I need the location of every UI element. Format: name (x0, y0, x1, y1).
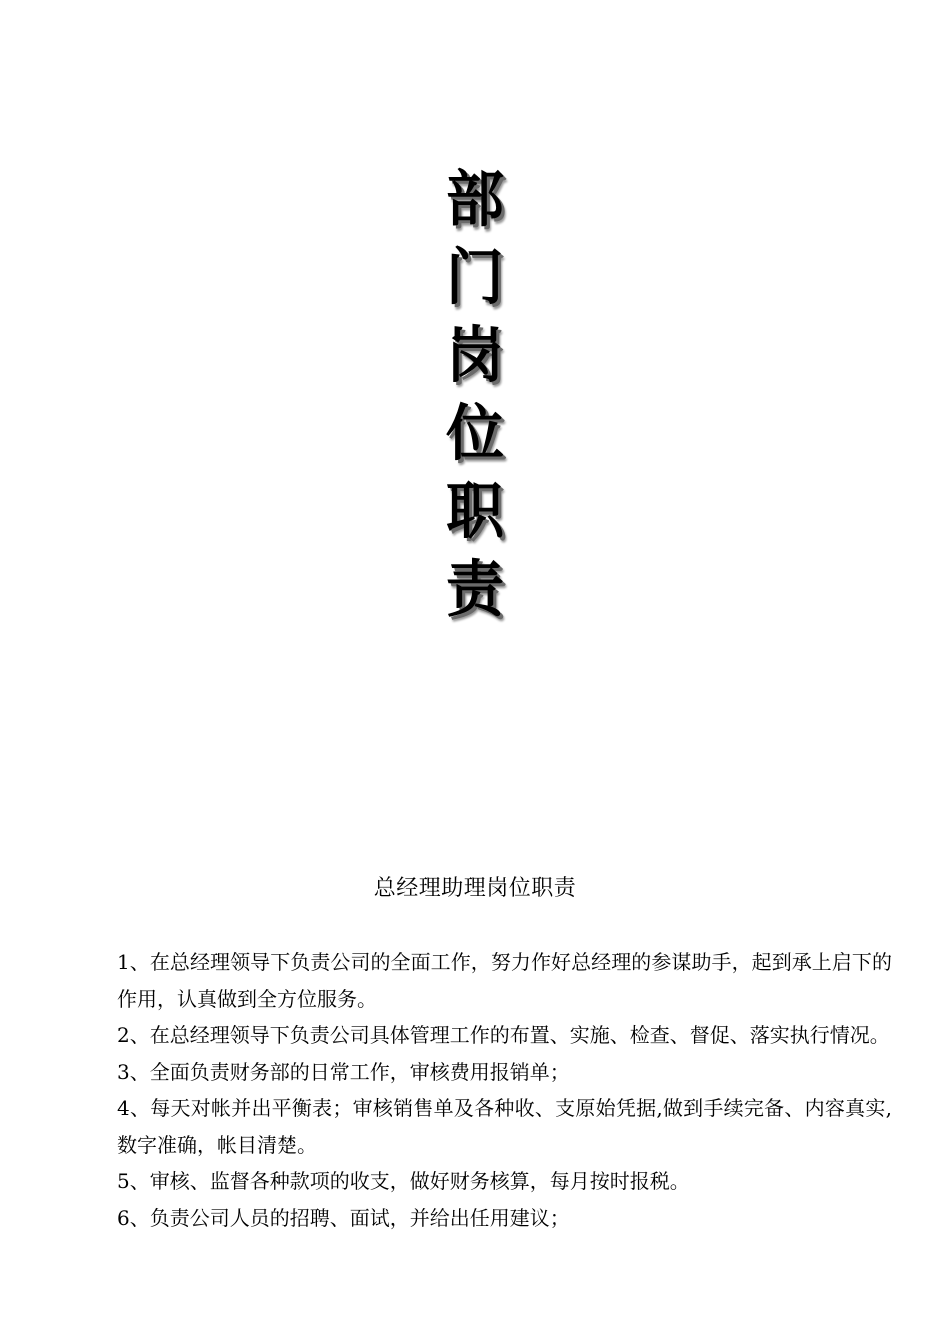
duty-item: 5、审核、监督各种款项的收支，做好财务核算，每月按时报税。 (117, 1169, 690, 1193)
duty-item: 1、在总经理领导下负责公司的全面工作，努力作好总经理的参谋助手，起到承上启下的作用，认真做到全方位服务。 (117, 950, 892, 1011)
duty-item: 6、负责公司人员的招聘、面试，并给出任用建议； (117, 1205, 570, 1230)
duty-list (117, 944, 892, 1236)
duty-item: 3、全面负责财务部的日常工作，审核费用报销单； (117, 1059, 570, 1084)
cover-title-char: 职 (445, 475, 504, 547)
duty-item: 4、每天对帐并出平衡表；审核销售单及各种收、支原始凭据,做到手续完备、内容真实,数字准确，帐目清楚。 (117, 1096, 892, 1157)
section-title: 总经理助理岗位职责 (373, 876, 577, 901)
cover-title (0, 160, 950, 628)
cover-title-char: 部 (445, 163, 504, 235)
duty-item: 2、在总经理领导下负责公司具体管理工作的布置、实施、检查、督促、落实执行情况。 (117, 1023, 890, 1047)
cover-title-char: 责 (445, 553, 504, 625)
cover-title-char: 位 (445, 397, 504, 469)
cover-title-char: 门 (445, 241, 504, 313)
cover-title-char: 岗 (445, 319, 504, 391)
